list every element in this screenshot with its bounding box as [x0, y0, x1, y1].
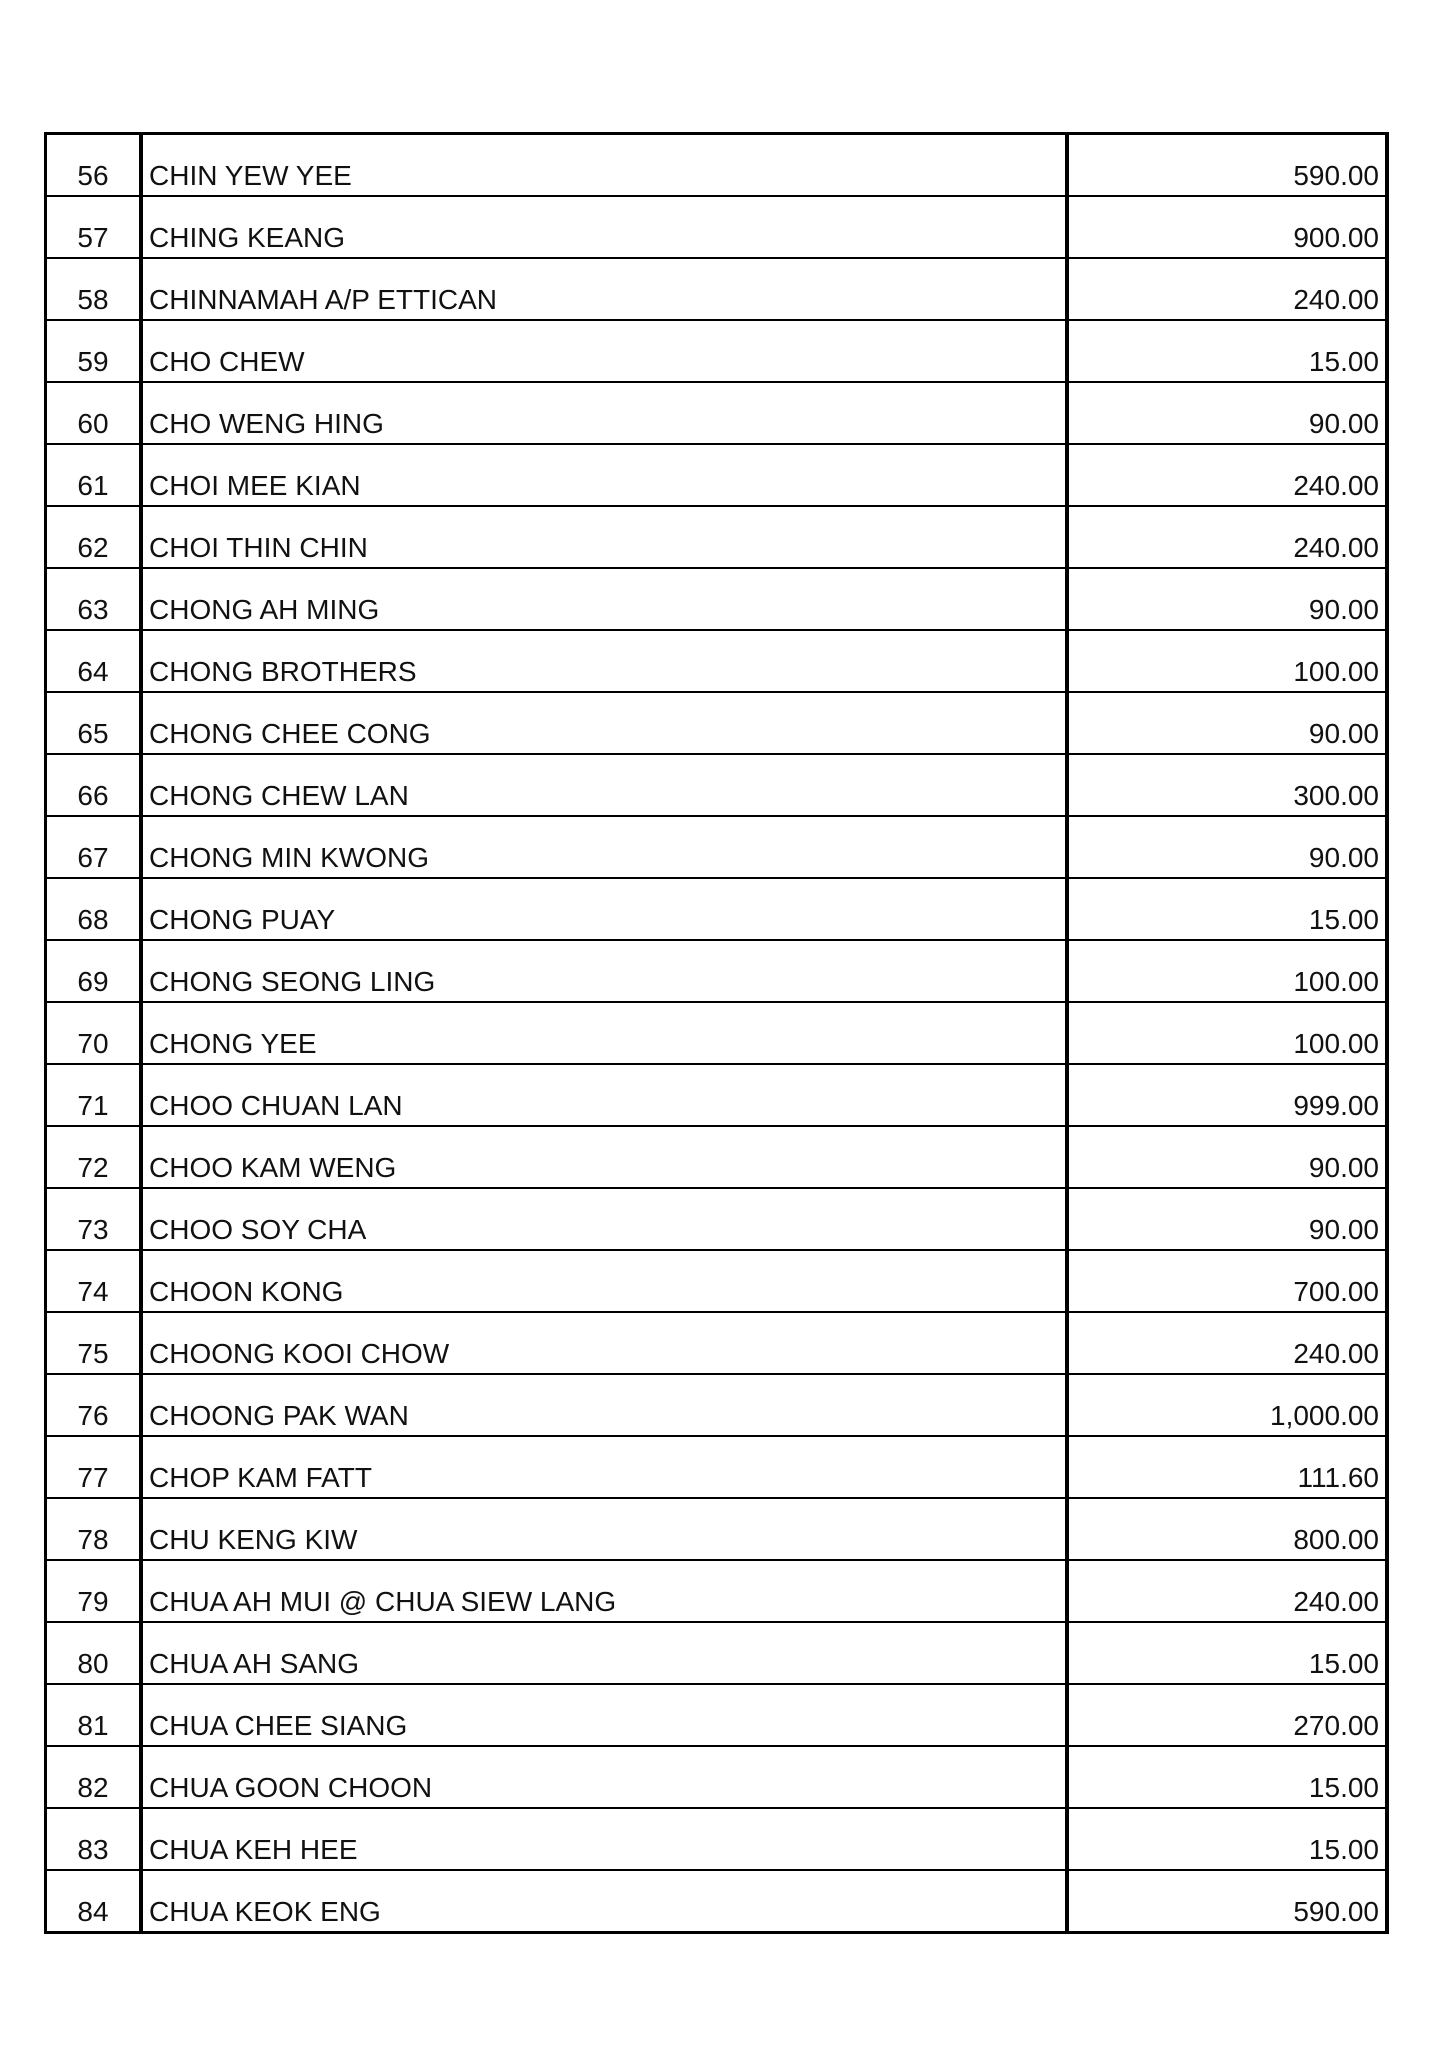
row-name — [141, 568, 1067, 630]
row-amount — [1067, 1064, 1387, 1126]
row-number — [46, 1746, 142, 1808]
row-name-text: CHUA AH SANG — [149, 1648, 360, 1679]
table-row — [46, 1126, 1388, 1188]
row-amount-text: 90.00 — [1308, 1214, 1379, 1245]
table-row — [46, 568, 1388, 630]
row-name-text: CHONG CHEW LAN — [149, 780, 409, 811]
row-number-text: 67 — [77, 842, 109, 873]
row-amount-text: 590.00 — [1293, 1896, 1379, 1927]
row-amount — [1067, 1250, 1387, 1312]
row-amount-text: 90.00 — [1308, 1152, 1379, 1183]
row-name-text: CHUA KEH HEE — [149, 1834, 358, 1865]
row-number — [46, 1808, 142, 1870]
row-number — [46, 1374, 142, 1436]
row-number — [46, 1002, 142, 1064]
row-number — [46, 940, 142, 1002]
row-name-text: CHUA KEOK ENG — [149, 1896, 381, 1927]
row-name — [141, 506, 1067, 568]
row-amount-text: 100.00 — [1293, 1028, 1379, 1059]
row-number-text: 66 — [77, 780, 109, 811]
table-row — [46, 878, 1388, 940]
row-name — [141, 1560, 1067, 1622]
row-name — [141, 1064, 1067, 1126]
row-name — [141, 692, 1067, 754]
row-name-text: CHONG CHEE CONG — [149, 718, 431, 749]
row-amount-text: 90.00 — [1308, 408, 1379, 439]
row-number-text: 57 — [77, 222, 109, 253]
table-row — [46, 506, 1388, 568]
row-amount — [1067, 382, 1387, 444]
row-name — [141, 1808, 1067, 1870]
row-number-text: 82 — [77, 1772, 109, 1803]
row-amount — [1067, 816, 1387, 878]
row-amount — [1067, 506, 1387, 568]
row-amount-text: 800.00 — [1293, 1524, 1379, 1555]
row-number — [46, 1126, 142, 1188]
row-amount — [1067, 754, 1387, 816]
row-name-text: CHOON KONG — [149, 1276, 344, 1307]
row-amount — [1067, 692, 1387, 754]
row-number-text: 83 — [77, 1834, 109, 1865]
row-number-text: 74 — [77, 1276, 109, 1307]
row-number-text: 79 — [77, 1586, 109, 1617]
row-amount — [1067, 1870, 1387, 1933]
row-amount — [1067, 1312, 1387, 1374]
row-name — [141, 940, 1067, 1002]
row-name — [141, 816, 1067, 878]
row-name — [141, 1436, 1067, 1498]
table-row — [46, 1498, 1388, 1560]
row-amount-text: 900.00 — [1293, 222, 1379, 253]
row-amount-text: 240.00 — [1293, 532, 1379, 563]
row-amount-text: 100.00 — [1293, 656, 1379, 687]
row-name-text: CHO CHEW — [149, 346, 305, 377]
row-amount-text: 240.00 — [1293, 1586, 1379, 1617]
row-number — [46, 754, 142, 816]
row-amount-text: 15.00 — [1308, 1772, 1379, 1803]
row-number-text: 69 — [77, 966, 109, 997]
row-number — [46, 568, 142, 630]
row-number — [46, 196, 142, 258]
table-row — [46, 1436, 1388, 1498]
row-amount-text: 700.00 — [1293, 1276, 1379, 1307]
row-number-text: 59 — [77, 346, 109, 377]
row-amount-text: 1,000.00 — [1270, 1400, 1379, 1431]
table-row — [46, 1374, 1388, 1436]
row-number — [46, 630, 142, 692]
row-amount — [1067, 196, 1387, 258]
row-amount-text: 590.00 — [1293, 160, 1379, 191]
row-name-text: CHOP KAM FATT — [149, 1462, 372, 1493]
row-name-text: CHOONG PAK WAN — [149, 1400, 409, 1431]
table-row — [46, 1188, 1388, 1250]
row-number-text: 60 — [77, 408, 109, 439]
row-number — [46, 1436, 142, 1498]
row-name-text: CHUA GOON CHOON — [149, 1772, 433, 1803]
row-amount-text: 90.00 — [1308, 842, 1379, 873]
row-name-text: CHONG AH MING — [149, 594, 380, 625]
row-amount-text: 90.00 — [1308, 594, 1379, 625]
row-name-text: CHOONG KOOI CHOW — [149, 1338, 450, 1369]
row-number — [46, 1560, 142, 1622]
row-name-text: CHOI MEE KIAN — [149, 470, 361, 501]
row-amount-text: 100.00 — [1293, 966, 1379, 997]
row-name — [141, 878, 1067, 940]
row-amount-text: 15.00 — [1308, 904, 1379, 935]
row-amount — [1067, 258, 1387, 320]
row-number — [46, 134, 142, 197]
row-number-text: 84 — [77, 1896, 109, 1927]
row-name — [141, 1126, 1067, 1188]
row-name-text: CHOO KAM WENG — [149, 1152, 397, 1183]
table-row — [46, 258, 1388, 320]
row-name-text: CHUA CHEE SIANG — [149, 1710, 408, 1741]
row-amount — [1067, 1498, 1387, 1560]
row-amount — [1067, 1436, 1387, 1498]
row-number-text: 75 — [77, 1338, 109, 1369]
row-number — [46, 692, 142, 754]
row-name — [141, 320, 1067, 382]
row-name — [141, 754, 1067, 816]
row-number — [46, 1684, 142, 1746]
row-amount — [1067, 1746, 1387, 1808]
table-row — [46, 692, 1388, 754]
table-row — [46, 1064, 1388, 1126]
row-name — [141, 1002, 1067, 1064]
row-amount — [1067, 568, 1387, 630]
row-amount — [1067, 444, 1387, 506]
row-number-text: 68 — [77, 904, 109, 935]
row-number — [46, 506, 142, 568]
row-number — [46, 258, 142, 320]
row-name — [141, 382, 1067, 444]
row-name-text: CHU KENG KIW — [149, 1524, 358, 1555]
row-amount-text: 111.60 — [1297, 1462, 1379, 1493]
row-name — [141, 196, 1067, 258]
row-name-text: CHONG YEE — [149, 1028, 317, 1059]
row-number — [46, 1870, 142, 1933]
row-number-text: 65 — [77, 718, 109, 749]
table-row — [46, 1622, 1388, 1684]
table-row — [46, 382, 1388, 444]
table-row — [46, 630, 1388, 692]
row-amount — [1067, 1126, 1387, 1188]
row-name-text: CHONG PUAY — [149, 904, 336, 935]
row-name-text: CHINNAMAH A/P ETTICAN — [149, 284, 497, 315]
row-amount — [1067, 878, 1387, 940]
row-number — [46, 878, 142, 940]
row-number-text: 72 — [77, 1152, 109, 1183]
row-number-text: 77 — [77, 1462, 109, 1493]
row-amount-text: 90.00 — [1308, 718, 1379, 749]
row-amount — [1067, 1374, 1387, 1436]
table-row — [46, 1808, 1388, 1870]
row-number — [46, 1188, 142, 1250]
row-name-text: CHONG MIN KWONG — [149, 842, 429, 873]
row-name-text: CHONG SEONG LING — [149, 966, 436, 997]
row-number-text: 64 — [77, 656, 109, 687]
table-row — [46, 1746, 1388, 1808]
row-number-text: 81 — [77, 1710, 109, 1741]
row-name-text: CHING KEANG — [149, 222, 346, 253]
table-row — [46, 754, 1388, 816]
row-amount — [1067, 630, 1387, 692]
row-amount — [1067, 1684, 1387, 1746]
row-number — [46, 320, 142, 382]
table-row — [46, 1684, 1388, 1746]
row-number-text: 58 — [77, 284, 109, 315]
row-amount-text: 999.00 — [1293, 1090, 1379, 1121]
row-number-text: 61 — [77, 470, 109, 501]
row-amount — [1067, 1622, 1387, 1684]
row-number-text: 78 — [77, 1524, 109, 1555]
donor-table — [44, 132, 1389, 1934]
row-name-text: CHUA AH MUI @ CHUA SIEW LANG — [149, 1586, 617, 1617]
row-amount-text: 15.00 — [1308, 1834, 1379, 1865]
row-amount-text: 270.00 — [1293, 1710, 1379, 1741]
row-number — [46, 1498, 142, 1560]
row-name-text: CHOO CHUAN LAN — [149, 1090, 403, 1121]
row-name-text: CHOI THIN CHIN — [149, 532, 368, 563]
row-name — [141, 1684, 1067, 1746]
table-row — [46, 940, 1388, 1002]
row-name — [141, 630, 1067, 692]
row-amount — [1067, 134, 1387, 197]
row-name — [141, 1622, 1067, 1684]
row-amount — [1067, 320, 1387, 382]
row-number — [46, 1250, 142, 1312]
row-amount-text: 15.00 — [1308, 1648, 1379, 1679]
table-row — [46, 1312, 1388, 1374]
donor-table-body — [46, 134, 1388, 1933]
table-row — [46, 196, 1388, 258]
row-name — [141, 1870, 1067, 1933]
row-name — [141, 1250, 1067, 1312]
row-amount-text: 300.00 — [1293, 780, 1379, 811]
table-row — [46, 444, 1388, 506]
row-number-text: 56 — [77, 160, 109, 191]
row-name — [141, 444, 1067, 506]
table-row — [46, 1560, 1388, 1622]
row-name-text: CHONG BROTHERS — [149, 656, 417, 687]
table-row — [46, 1870, 1388, 1933]
row-name — [141, 1746, 1067, 1808]
row-name — [141, 1312, 1067, 1374]
table-row — [46, 1250, 1388, 1312]
row-name-text: CHOO SOY CHA — [149, 1214, 367, 1245]
row-name — [141, 1498, 1067, 1560]
row-name — [141, 134, 1067, 197]
row-number — [46, 1064, 142, 1126]
row-number — [46, 1622, 142, 1684]
row-amount — [1067, 1560, 1387, 1622]
row-amount — [1067, 940, 1387, 1002]
table-row — [46, 1002, 1388, 1064]
row-name — [141, 1374, 1067, 1436]
row-amount — [1067, 1188, 1387, 1250]
row-amount-text: 15.00 — [1308, 346, 1379, 377]
row-amount-text: 240.00 — [1293, 470, 1379, 501]
row-name-text: CHO WENG HING — [149, 408, 384, 439]
row-number — [46, 816, 142, 878]
row-name — [141, 258, 1067, 320]
table-row — [46, 320, 1388, 382]
row-amount — [1067, 1808, 1387, 1870]
row-amount — [1067, 1002, 1387, 1064]
row-number-text: 76 — [77, 1400, 109, 1431]
row-name-text: CHIN YEW YEE — [149, 160, 352, 191]
row-number-text: 73 — [77, 1214, 109, 1245]
row-name — [141, 1188, 1067, 1250]
row-number — [46, 1312, 142, 1374]
row-amount-text: 240.00 — [1293, 1338, 1379, 1369]
row-number-text: 62 — [77, 532, 109, 563]
row-number — [46, 444, 142, 506]
row-number-text: 70 — [77, 1028, 109, 1059]
row-amount-text: 240.00 — [1293, 284, 1379, 315]
row-number-text: 63 — [77, 594, 109, 625]
table-row — [46, 816, 1388, 878]
table-row — [46, 134, 1388, 197]
row-number-text: 80 — [77, 1648, 109, 1679]
row-number-text: 71 — [77, 1090, 109, 1121]
row-number — [46, 382, 142, 444]
